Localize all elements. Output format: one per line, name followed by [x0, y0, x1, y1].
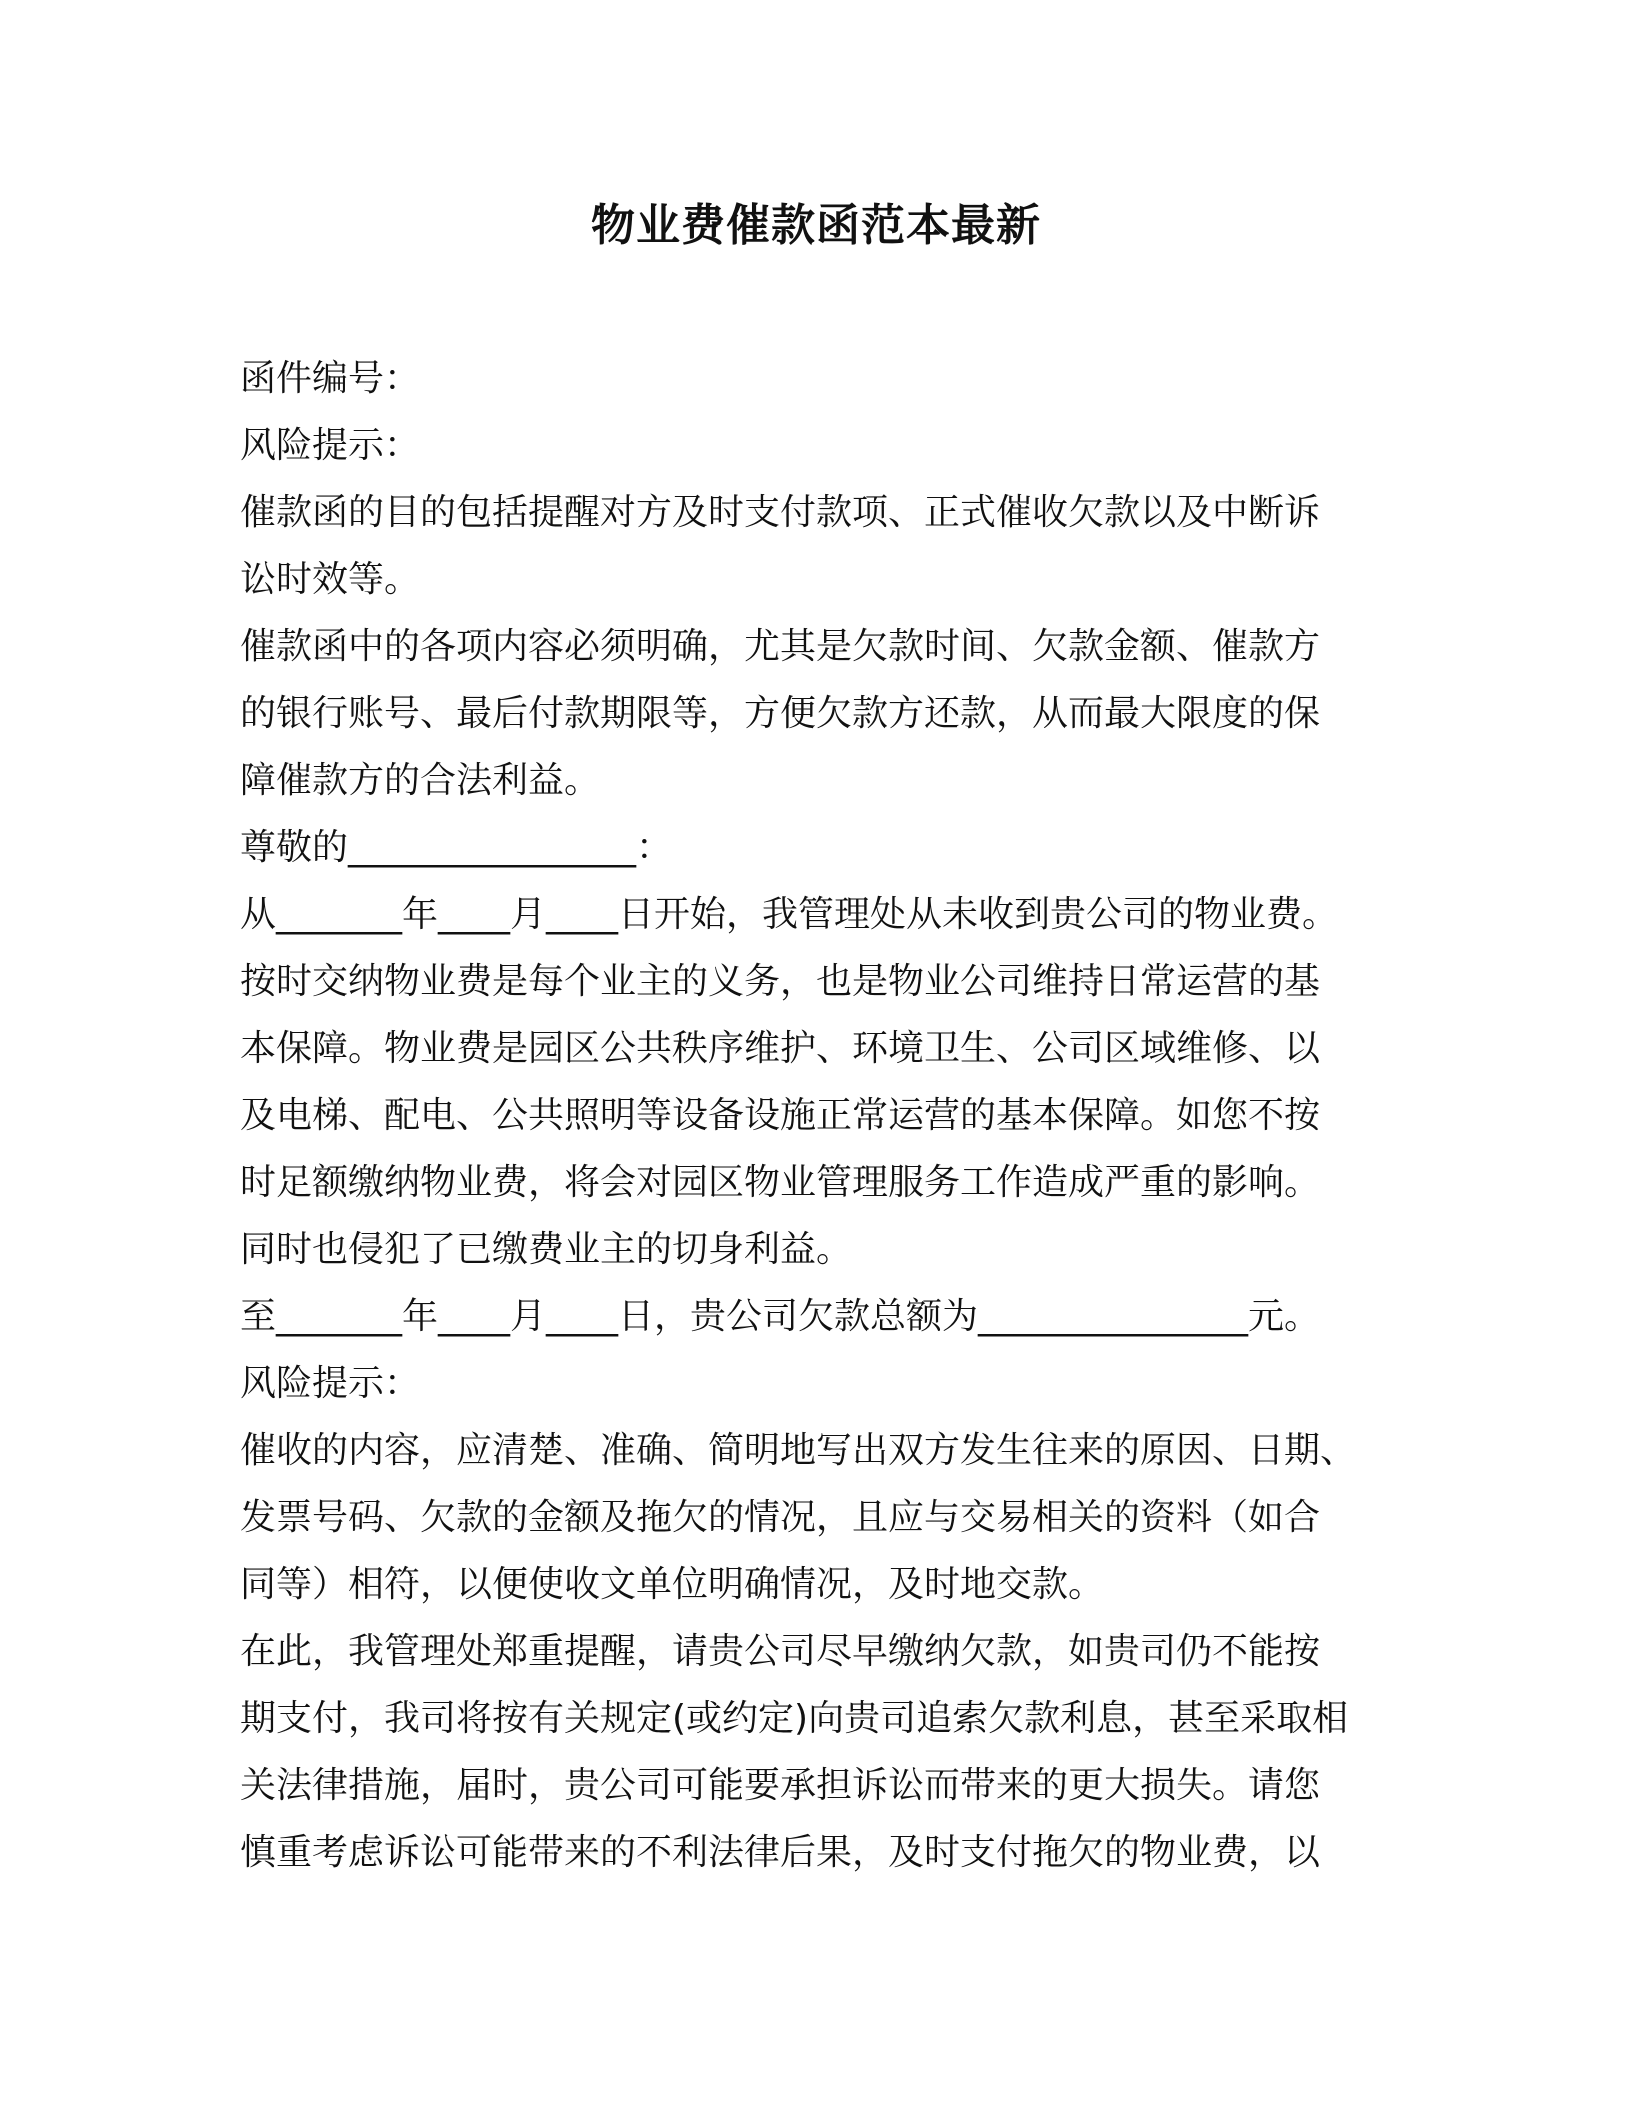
- text-line: 同等）相符，以便使收文单位明确情况，及时地交款。: [240, 1564, 1105, 1605]
- risk-notice-heading: 风险提示：: [240, 425, 421, 466]
- text-line: 障催款方的合法利益。: [240, 760, 601, 801]
- text-line: 催款函中的各项内容必须明确，尤其是欠款时间、欠款金额、催款方: [240, 626, 1321, 667]
- document-body: [240, 345, 1420, 1886]
- text-line: 讼时效等。: [240, 559, 421, 600]
- text-line: 催款函的目的包括提醒对方及时支付款项、正式催收欠款以及中断诉: [240, 492, 1321, 533]
- text-line: 期支付，我司将按有关规定(或约定)向贵司追索欠款利息，甚至采取相: [240, 1698, 1349, 1739]
- document-title: 物业费催款函范本最新: [591, 200, 1041, 251]
- text-line: 关法律措施，届时，贵公司可能要承担诉讼而带来的更大损失。请您: [240, 1765, 1321, 1806]
- letter-number-line: 函件编号：: [240, 358, 421, 399]
- risk-notice-heading: 风险提示：: [240, 1363, 421, 1404]
- text-line: 同时也侵犯了已缴费业主的切身利益。: [240, 1229, 853, 1270]
- text-line: 的银行账号、最后付款期限等，方便欠款方还款，从而最大限度的保: [240, 693, 1321, 734]
- text-line: 慎重考虑诉讼可能带来的不利法律后果，及时支付拖欠的物业费，以: [240, 1832, 1321, 1873]
- text-line: 从_______年____月____日开始，我管理处从未收到贵公司的物业费。: [240, 894, 1339, 935]
- salutation-line: 尊敬的________________：: [240, 827, 673, 868]
- text-line: 及电梯、配电、公共照明等设备设施正常运营的基本保障。如您不按: [240, 1095, 1321, 1136]
- text-line: 催收的内容，应清楚、准确、简明地写出双方发生往来的原因、日期、: [240, 1430, 1357, 1471]
- text-line: 发票号码、欠款的金额及拖欠的情况，且应与交易相关的资料（如合: [240, 1497, 1321, 1538]
- text-line: 本保障。物业费是园区公共秩序维护、环境卫生、公司区域维修、以: [240, 1028, 1321, 1069]
- text-line: 时足额缴纳物业费，将会对园区物业管理服务工作造成严重的影响。: [240, 1162, 1321, 1203]
- text-line: 按时交纳物业费是每个业主的义务，也是物业公司维持日常运营的基: [240, 961, 1321, 1002]
- text-line: 在此，我管理处郑重提醒，请贵公司尽早缴纳欠款，如贵司仍不能按: [240, 1631, 1321, 1672]
- arrears-total-line: 至_______年____月____日，贵公司欠款总额为_______________元。: [240, 1296, 1321, 1337]
